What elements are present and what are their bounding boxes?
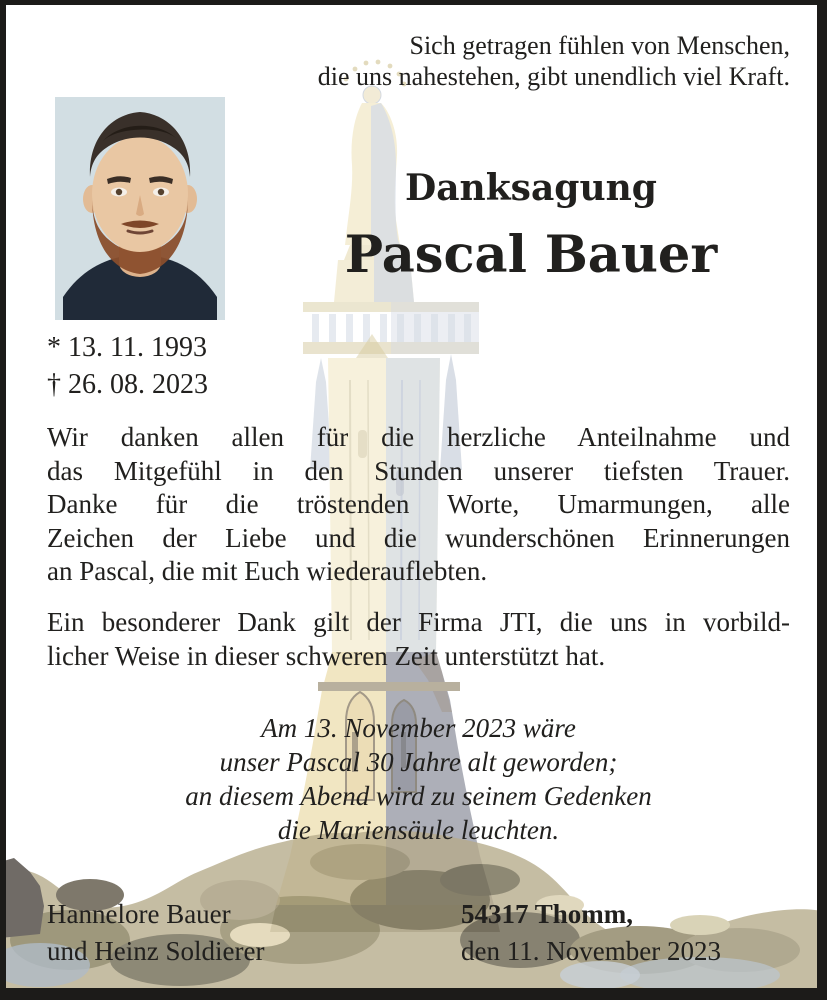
portrait-photo bbox=[55, 97, 225, 320]
memorial-line: an diesem Abend wird zu seinem Gedenken bbox=[185, 781, 652, 811]
memorial-note bbox=[47, 711, 790, 847]
death-date: † 26. 08. 2023 bbox=[47, 369, 208, 400]
life-dates bbox=[47, 329, 208, 403]
memorial-line: unser Pascal 30 Jahre alt geworden; bbox=[219, 747, 618, 777]
date-line: den 11. November 2023 bbox=[461, 936, 721, 966]
quote-line: Sich getragen fühlen von Menschen, bbox=[409, 31, 790, 60]
place-line: 54317 Thomm, bbox=[461, 899, 634, 929]
special-thanks-paragraph bbox=[47, 606, 790, 673]
mourner-line: und Heinz Soldierer bbox=[47, 936, 265, 966]
paragraph-line: das Mitgefühl in den Stunden unserer tiefsten Trauer. bbox=[47, 455, 790, 486]
mourner-names bbox=[47, 896, 264, 970]
quote-line: die uns nahestehen, gibt unendlich viel Kraft. bbox=[317, 62, 790, 91]
memorial-line: die Mariensäule leuchten. bbox=[277, 815, 560, 845]
birth-date: * 13. 11. 1993 bbox=[47, 332, 207, 363]
balustrade bbox=[303, 302, 479, 354]
paragraph-line: Danke für die tröstenden Worte, Umarmungen, alle bbox=[47, 489, 790, 519]
paragraph-line: an Pascal, die mit Euch wiederauflebten. bbox=[47, 556, 488, 586]
mourner-line: Hannelore Bauer bbox=[47, 899, 231, 929]
memorial-line: Am 13. November 2023 wäre bbox=[261, 713, 576, 743]
thanks-paragraph bbox=[47, 421, 790, 589]
paragraph-line: Zeichen der Liebe und die wunderschönen Erinnerungen bbox=[47, 522, 790, 553]
place-and-date bbox=[461, 896, 721, 970]
condolence-quote bbox=[318, 30, 790, 92]
paragraph-line: Ein besonderer Dank gilt der Firma JTI, die uns in vorbild- bbox=[47, 607, 790, 637]
paragraph-line: licher Weise in dieser schweren Zeit unterstützt hat. bbox=[47, 640, 606, 671]
notice-type-title: Danksagung bbox=[405, 167, 657, 209]
paragraph-line: Wir danken allen für die herzliche Anteilnahme und bbox=[47, 422, 790, 452]
notice-header bbox=[266, 168, 796, 283]
deceased-name: Pascal Bauer bbox=[344, 225, 718, 285]
